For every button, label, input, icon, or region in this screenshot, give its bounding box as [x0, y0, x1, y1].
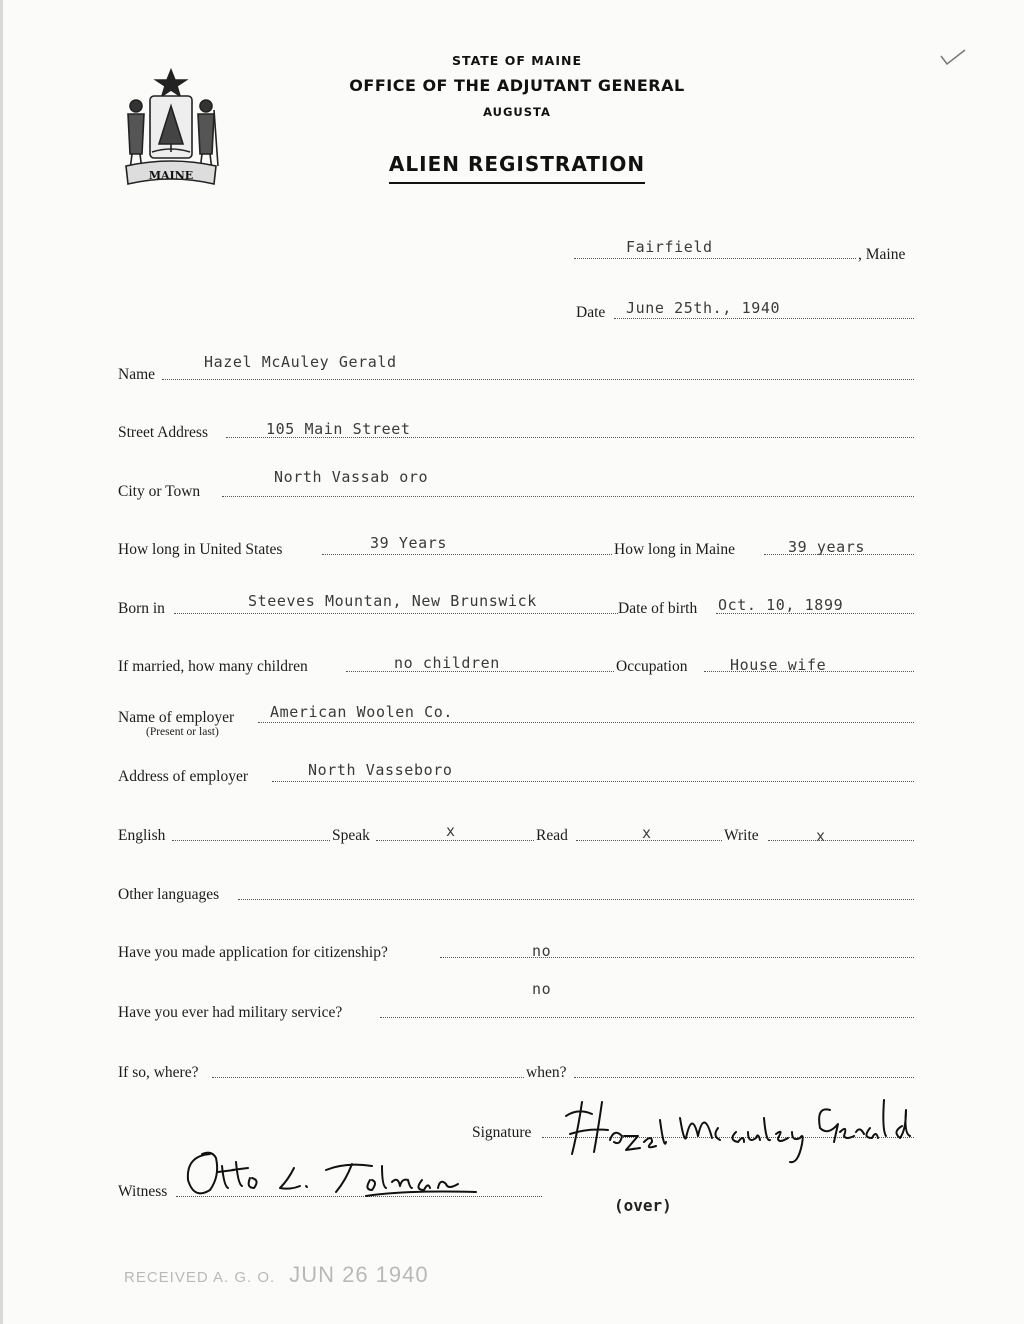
city-label: City or Town [118, 483, 201, 500]
military-value: no [532, 980, 552, 998]
other-languages-line [238, 899, 914, 900]
header-state: STATE OF MAINE [452, 53, 582, 68]
town-value: Fairfield [626, 238, 713, 256]
read-value: x [642, 824, 652, 842]
town-line [574, 258, 856, 259]
write-line [768, 840, 914, 841]
citizenship-line [440, 957, 914, 958]
how-long-us-value: 39 Years [370, 534, 448, 552]
stamp-text: RECEIVED A. G. O. [124, 1269, 276, 1286]
city-value: North Vassab oro [274, 468, 429, 486]
if-so-when-label: when? [526, 1064, 567, 1081]
town-suffix: , Maine [858, 246, 906, 263]
if-so-when-line [574, 1077, 914, 1078]
citizenship-value: no [532, 942, 552, 960]
born-in-line [174, 613, 618, 614]
english-line [172, 840, 330, 841]
svg-text:MAINE: MAINE [148, 169, 194, 182]
employer-sublabel: (Present or last) [146, 726, 219, 738]
dob-label: Date of birth [618, 600, 698, 617]
citizenship-label: Have you made application for citizenship? [118, 944, 388, 961]
stamp-date: JUN 26 1940 [289, 1262, 429, 1287]
if-so-where-label: If so, where? [118, 1064, 199, 1081]
witness-label: Witness [118, 1183, 168, 1200]
speak-value: x [446, 822, 456, 840]
form-title: ALIEN REGISTRATION [5, 152, 1024, 176]
speak-line [376, 840, 534, 841]
name-label: Name [118, 366, 156, 383]
signature-handwritten [548, 1080, 948, 1170]
if-so-where-line [212, 1077, 524, 1078]
dob-value: Oct. 10, 1899 [718, 596, 844, 614]
employer-address-label: Address of employer [118, 768, 248, 785]
header-office: OFFICE OF THE ADJUTANT GENERAL [349, 76, 685, 95]
write-label: Write [724, 827, 759, 844]
employer-line [258, 722, 914, 723]
other-languages-label: Other languages [118, 886, 220, 903]
date-value: June 25th., 1940 [626, 299, 781, 317]
how-long-us-line [322, 554, 612, 555]
name-line [162, 379, 914, 380]
employer-label: Name of employer [118, 709, 235, 726]
header-city: AUGUSTA [483, 105, 551, 119]
read-label: Read [536, 827, 568, 844]
employer-value: American Woolen Co. [270, 703, 453, 721]
how-long-maine-label: How long in Maine [614, 541, 735, 558]
employer-address-value: North Vasseboro [308, 761, 453, 779]
how-long-maine-value: 39 years [788, 538, 866, 556]
children-label: If married, how many children [118, 658, 308, 675]
how-long-us-label: How long in United States [118, 541, 283, 558]
date-line [614, 318, 914, 319]
born-in-label: Born in [118, 600, 165, 617]
street-label: Street Address [118, 424, 208, 441]
signature-label: Signature [472, 1124, 532, 1141]
military-label: Have you ever had military service? [118, 1004, 343, 1021]
witness-handwritten [176, 1140, 496, 1210]
date-label: Date [576, 304, 606, 321]
born-in-value: Steeves Mountan, New Brunswick [248, 592, 537, 610]
occupation-label: Occupation [616, 658, 688, 675]
employer-address-line [272, 781, 914, 782]
name-value: Hazel McAuley Gerald [204, 353, 397, 371]
street-value: 105 Main Street [266, 420, 411, 438]
children-value: no children [394, 654, 500, 672]
received-stamp [124, 1262, 429, 1288]
english-label: English [118, 827, 166, 844]
occupation-value: House wife [730, 656, 827, 674]
write-value: x [816, 827, 826, 845]
over-note: (over) [614, 1196, 672, 1215]
speak-label: Speak [332, 827, 370, 844]
military-line [380, 1017, 914, 1018]
city-line [222, 496, 914, 497]
